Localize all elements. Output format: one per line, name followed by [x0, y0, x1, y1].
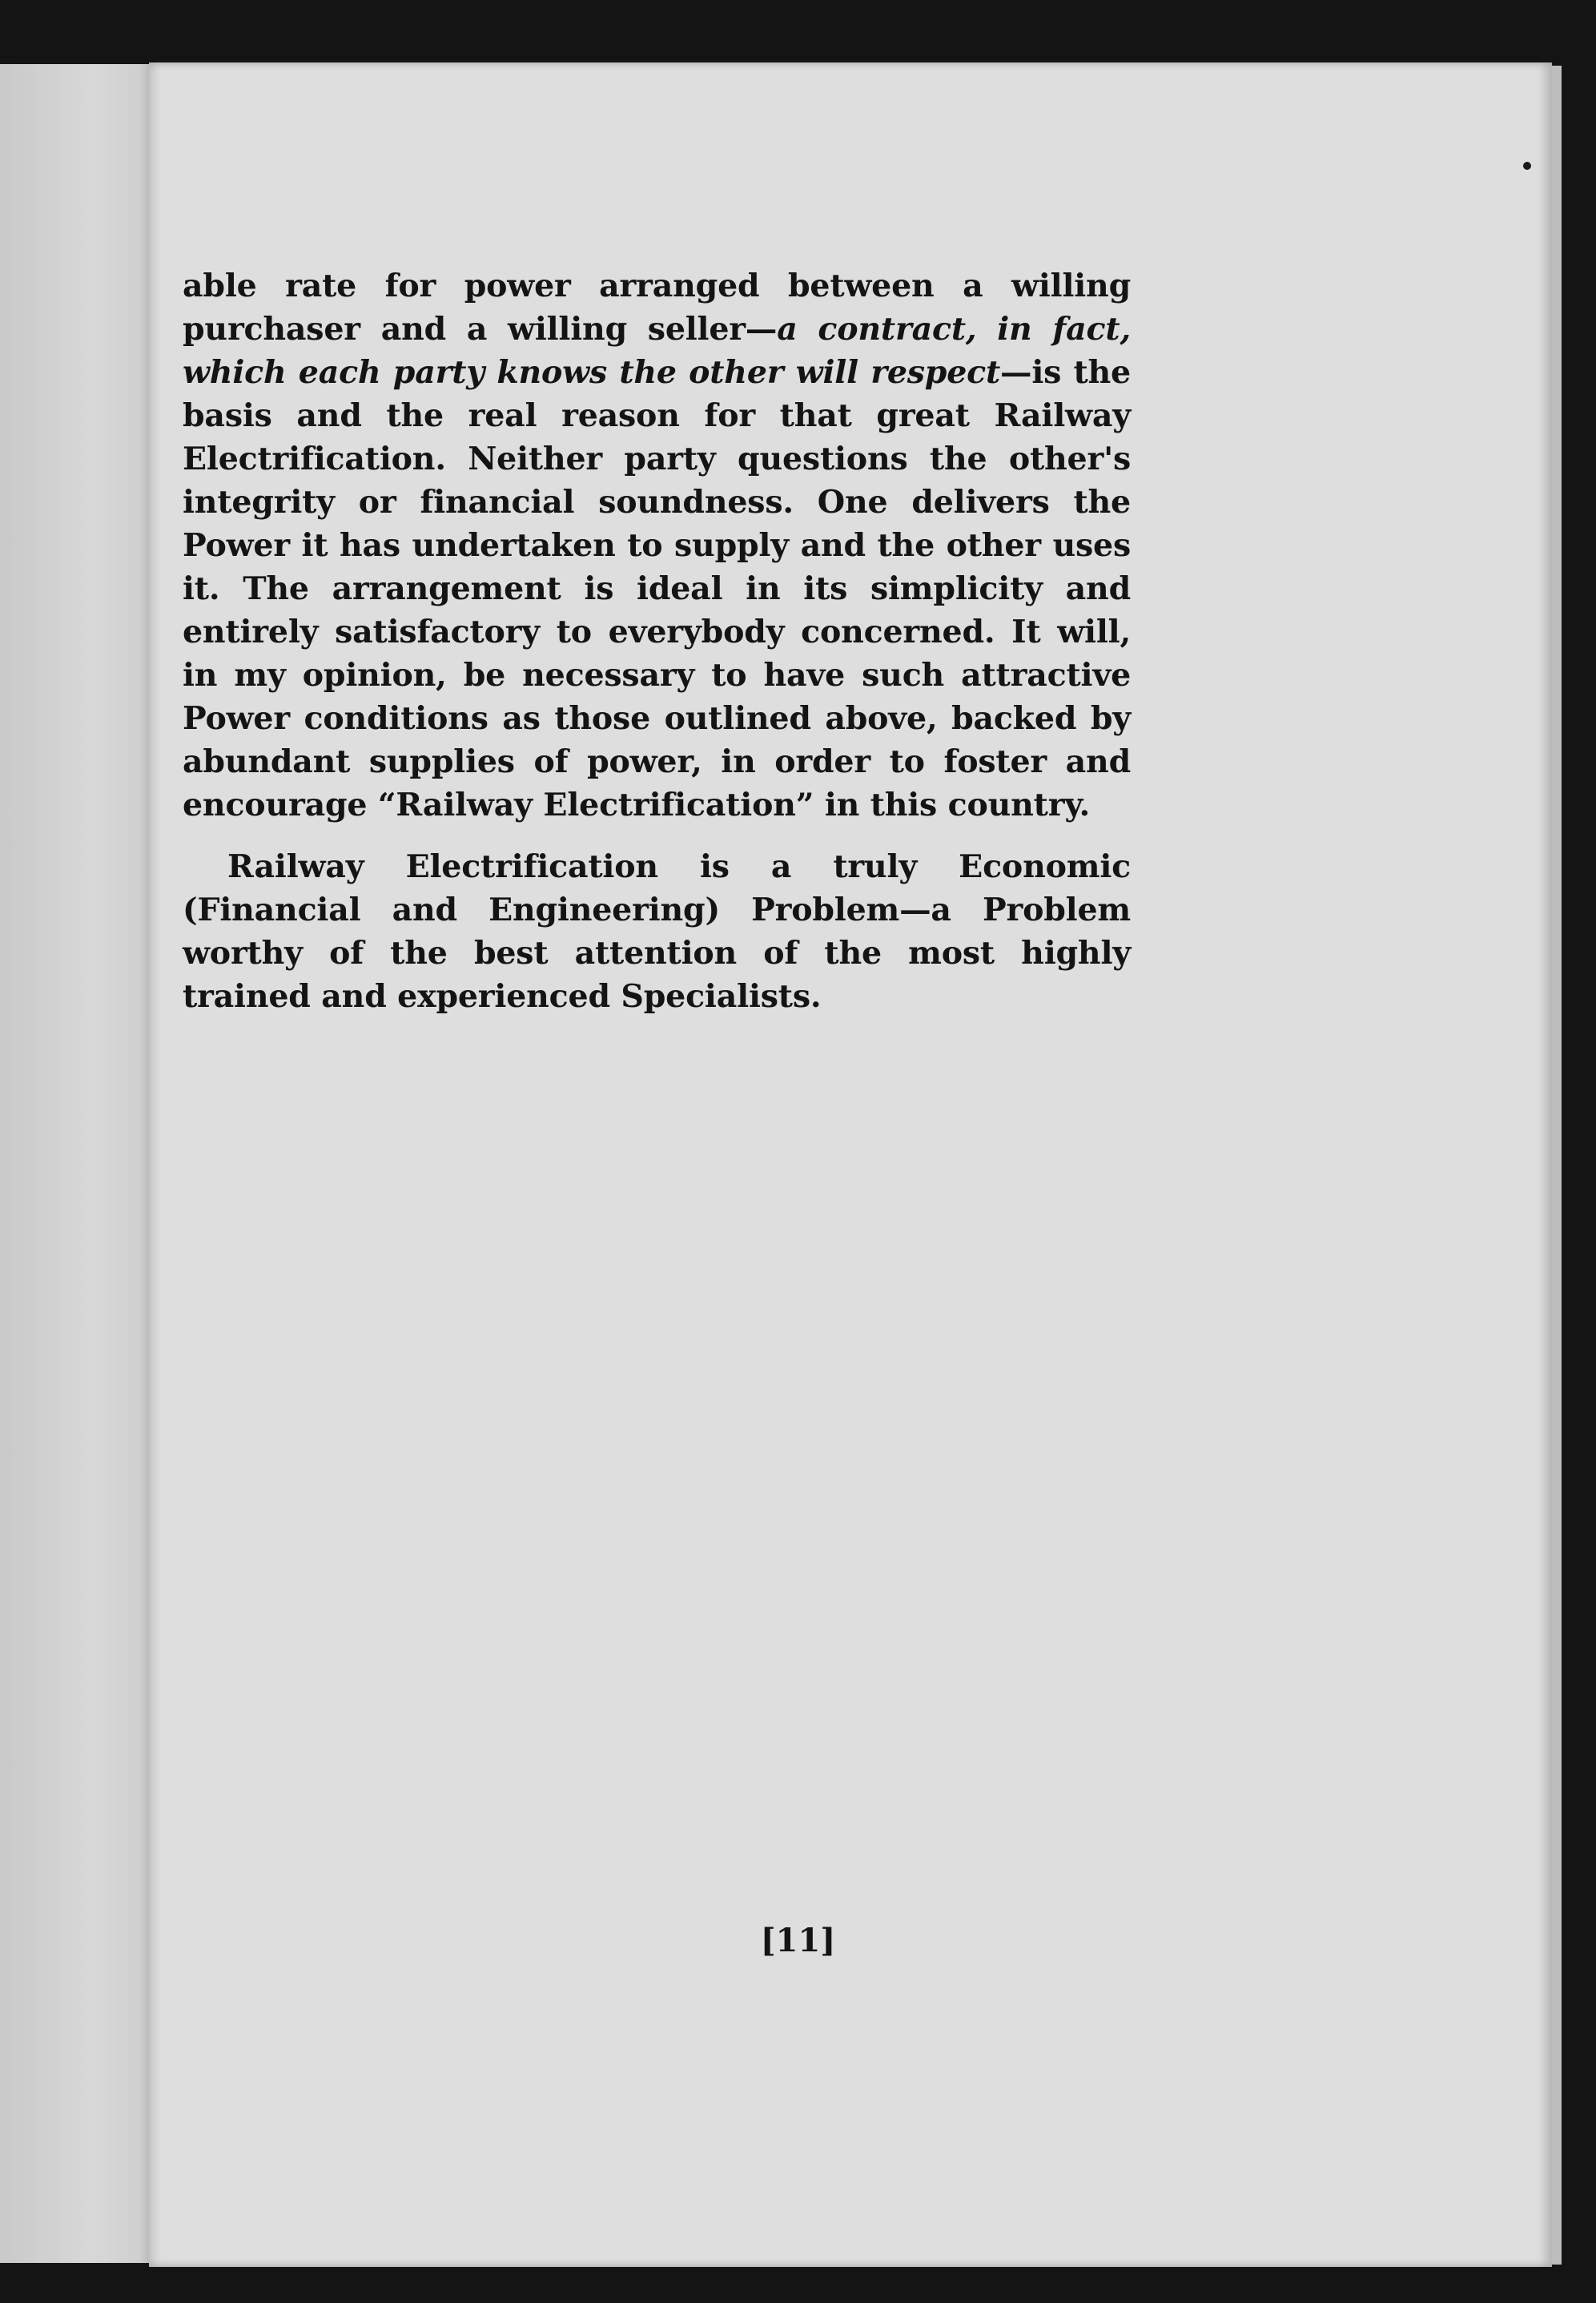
italic-emphasis: a contract, in fact, which each party knows the other will respect: [183, 311, 1131, 391]
paragraph-continued: [183, 264, 1131, 827]
ink-speck: [1523, 162, 1531, 170]
paragraph-text-end: —is the basis and the real reason for that great Railway Electrification. Neither party questions the other's integrity or financial soundness. One delivers the Power it has undertaken to supply and the other uses it. The arrangement is ideal in its simplicity and entirely satisfactory to everybody concerned. It will, in my opinion, be necessary to have such attractive Power conditions as those outlined above, backed by abundant supplies of power, in order to foster and encourage “Railway Electrification” in this country.: [183, 354, 1131, 823]
paragraph-text-start: able rate for power arranged between a willing purchaser and a willing seller—: [183, 268, 1131, 348]
page-body-text: [183, 264, 1131, 1037]
paragraph-conclusion: Railway Electrification is a truly Economic (Financial and Engineering) Problem—a Problem worthy of the best attention of the most highly trained and experienced Specialists.: [183, 848, 1131, 1015]
page-number: [11]: [760, 1922, 836, 1959]
